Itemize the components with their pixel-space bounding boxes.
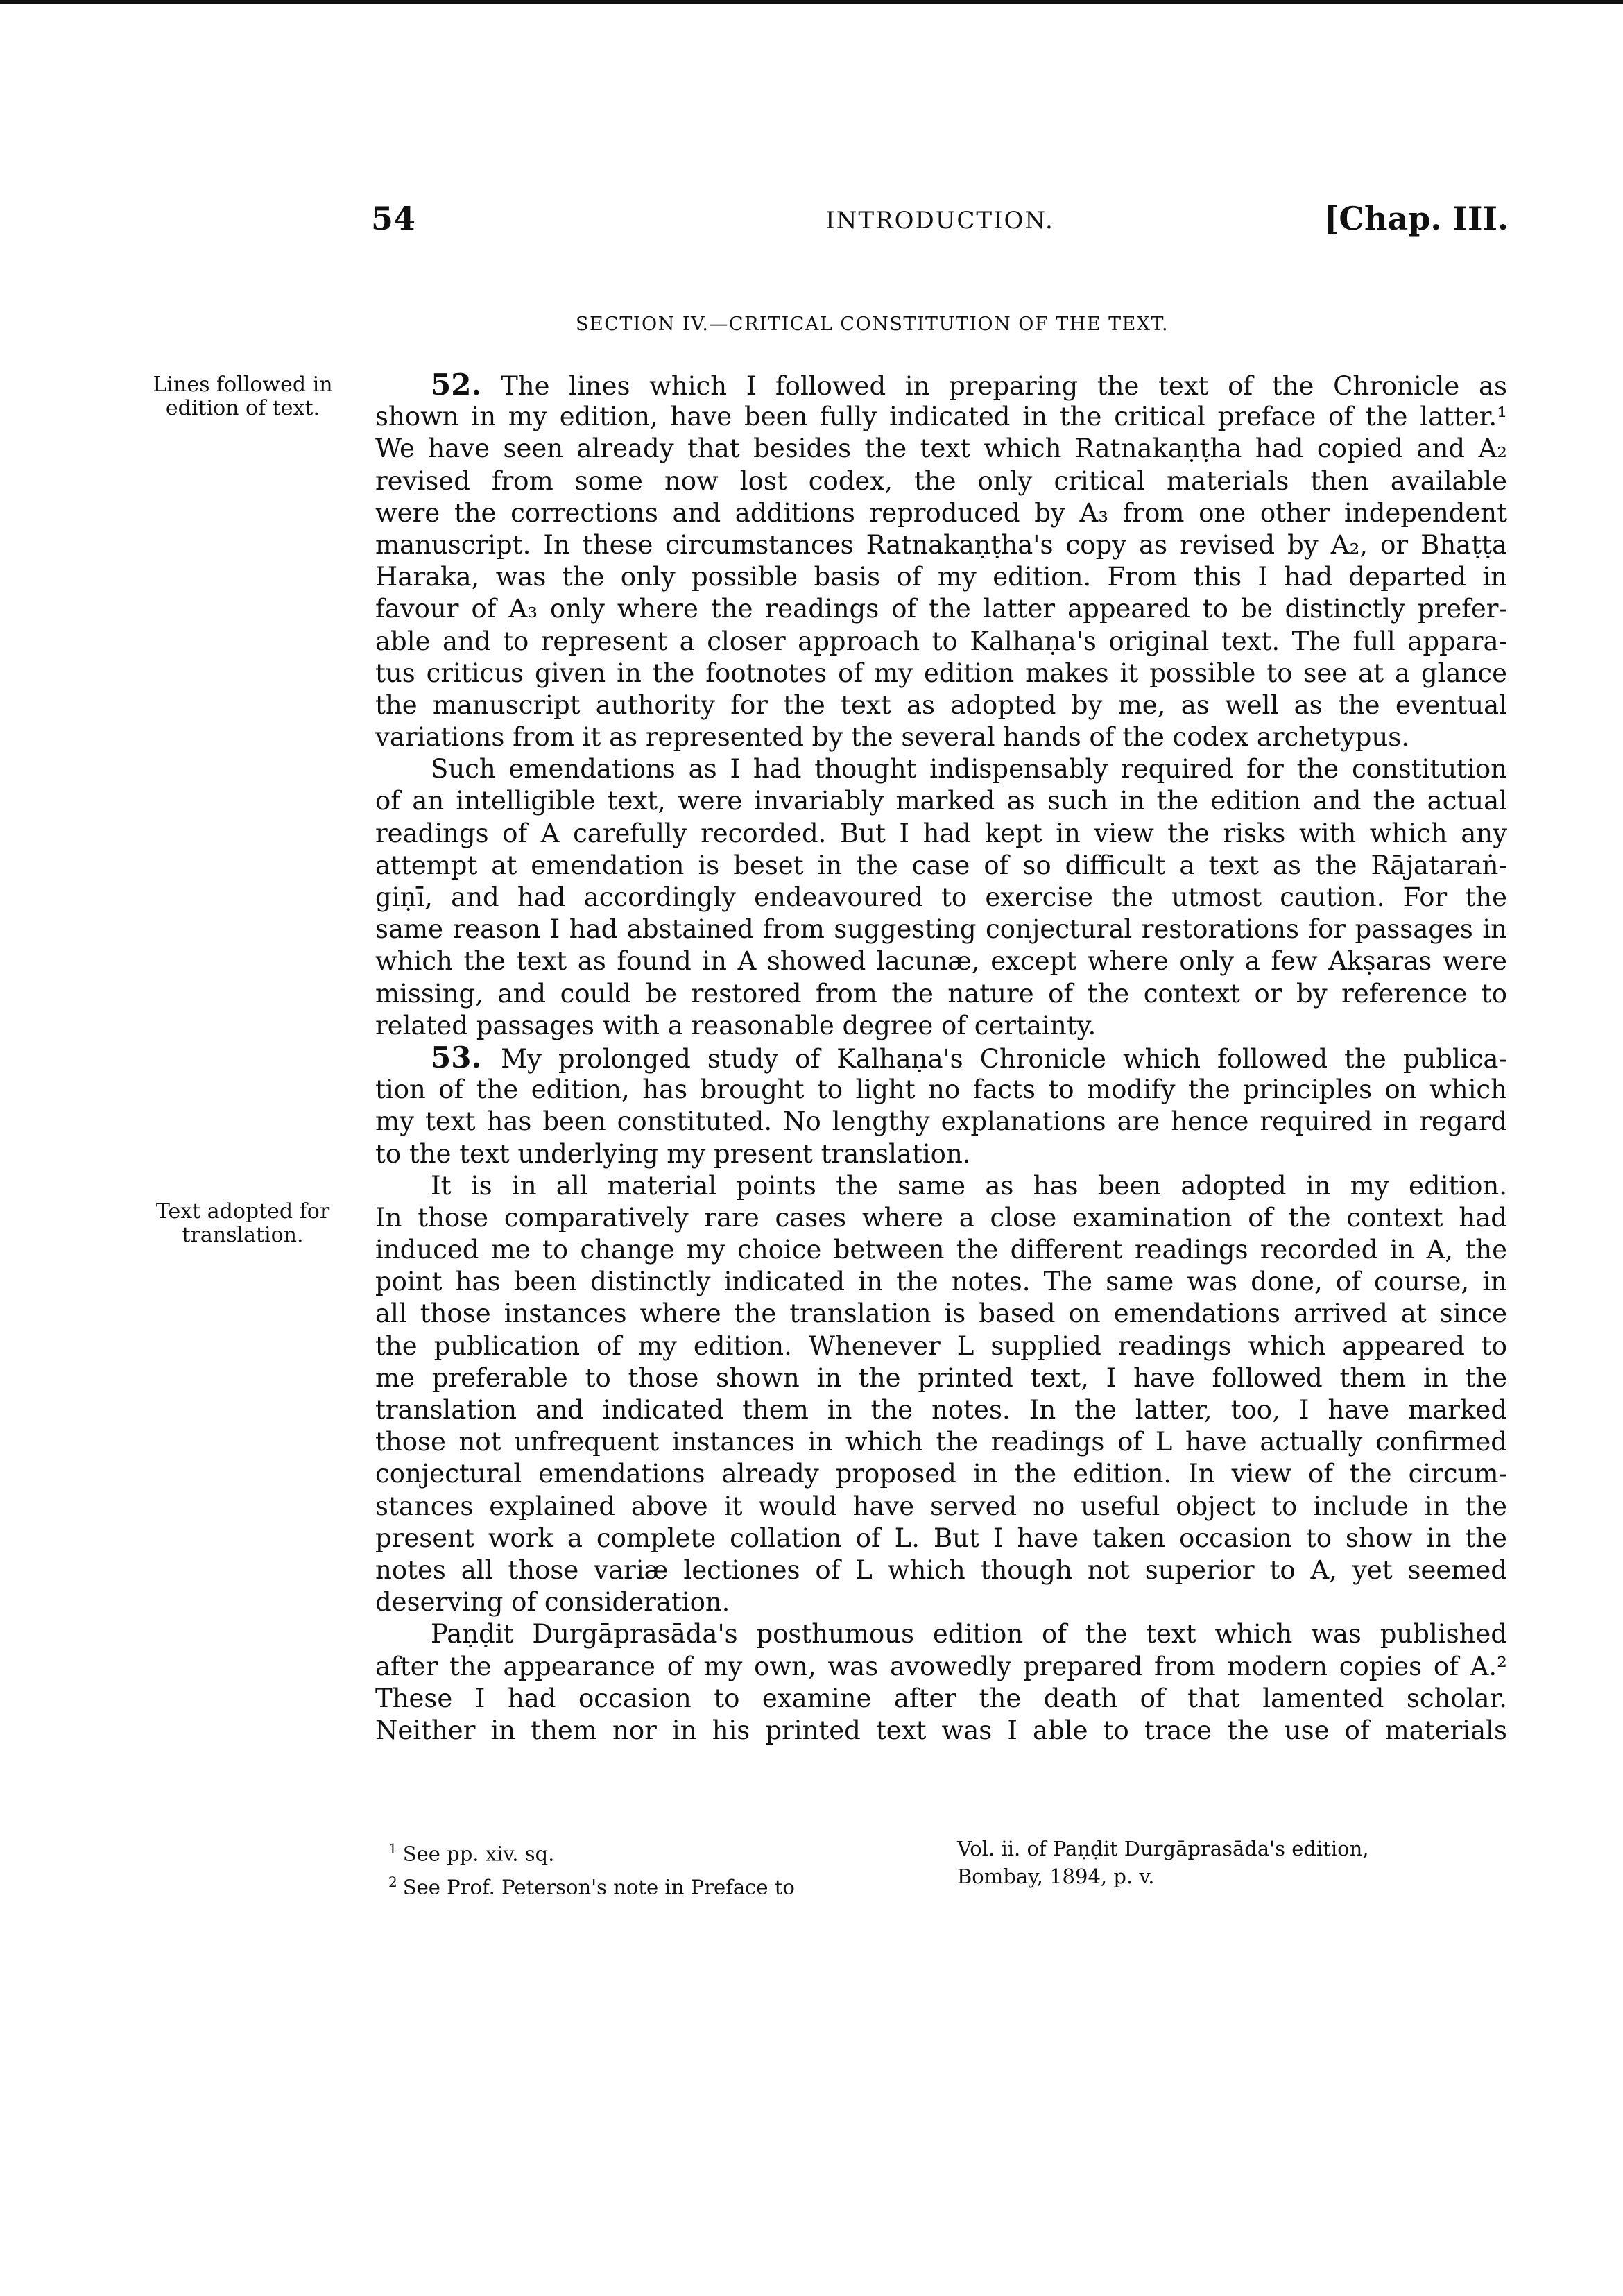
body-line: tion of the edition, has brought to light no facts to modify the principles on which: [375, 1074, 1507, 1105]
body-line: to the text underlying my present translation.: [375, 1138, 971, 1169]
footnote-2-continued: Vol. ii. of Paṇḍit Durgāprasāda's edition,: [957, 1837, 1369, 1860]
body-line: attempt at emendation is beset in the case of so difficult a text as the Rājataraṅ-: [375, 850, 1507, 880]
page-number: 54: [371, 200, 416, 237]
body-line: the manuscript authority for the text as adopted by me, as well as the eventual: [375, 689, 1507, 720]
body-line: same reason I had abstained from suggesting conjectural restorations for passages in: [375, 914, 1507, 945]
body-line: of an intelligible text, were invariably marked as such in the edition and the actual: [375, 786, 1507, 816]
body-line: giṇī, and had accordingly endeavoured to exercise the utmost caution. For the: [375, 882, 1507, 912]
body-line: translation and indicated them in the notes. In the latter, too, I have marked: [375, 1395, 1507, 1425]
body-line: all those instances where the translation is based on emendations arrived at since: [375, 1299, 1507, 1329]
footnote-1: $^1$ See pp. xiv. sq.: [388, 1840, 555, 1866]
body-line: It is in all material points the same as has been adopted in my edition.: [431, 1170, 1507, 1201]
body-line: Such emendations as I had thought indispensably required for the constitution: [431, 754, 1507, 785]
body-line: notes all those variæ lectiones of L which though not superior to A, yet seemed: [375, 1554, 1507, 1585]
body-line: point has been distinctly indicated in the notes. The same was done, of course, in: [375, 1267, 1507, 1297]
paragraph-number: 53.: [431, 1041, 482, 1074]
footnote-2: $^2$ See Prof. Peterson's note in Preface to: [388, 1873, 795, 1899]
body-line: tus criticus given in the footnotes of my edition makes it possible to see at a glance: [375, 658, 1507, 688]
body-line: manuscript. In these circumstances Ratnakaṇṭha's copy as revised by A₂, or Bhaṭṭa: [375, 529, 1507, 560]
body-line: conjectural emendations already proposed in the edition. In view of the circum-: [375, 1459, 1507, 1489]
body-line: Paṇḍit Durgāprasāda's posthumous edition of the text which was published: [431, 1619, 1507, 1650]
body-line: shown in my edition, have been fully indicated in the critical preface of the latter.¹: [375, 402, 1507, 432]
body-line: deserving of consideration.: [375, 1587, 730, 1618]
footnote-2-continued: Bombay, 1894, p. v.: [957, 1865, 1155, 1888]
body-line: me preferable to those shown in the printed text, I have followed them in the: [375, 1362, 1507, 1393]
paragraph-52: [375, 369, 1507, 1747]
chapter-label: [Chap. III.: [1323, 200, 1509, 237]
top-border-rule: [0, 0, 1623, 4]
body-line: In those comparatively rare cases where a close examination of the context had: [375, 1202, 1507, 1233]
body-line: revised from some now lost codex, the only critical materials then available: [375, 465, 1507, 496]
body-line: the publication of my edition. Whenever L supplied readings which appeared to: [375, 1330, 1507, 1361]
body-line: variations from it as represented by the several hands of the codex archetypus.: [375, 722, 1410, 753]
side-note-text-adopted: Text adopted for translation.: [155, 1199, 330, 1247]
body-line: present work a complete collation of L. But I have taken occasion to show in the: [375, 1523, 1507, 1553]
body-line: induced me to change my choice between the different readings recorded in A, the: [375, 1235, 1507, 1265]
body-line: my text has been constituted. No lengthy explanations are hence required in regard: [375, 1106, 1507, 1137]
body-line: Haraka, was the only possible basis of my edition. From this I had departed in: [375, 562, 1507, 592]
body-line: 52. The lines which I followed in preparing the text of the Chronicle as: [431, 369, 1507, 402]
body-line: which the text as found in A showed lacunæ, except where only a few Akṣaras were: [375, 946, 1507, 977]
body-line: Neither in them nor in his printed text was I able to trace the use of materials: [375, 1715, 1507, 1745]
body-line: after the appearance of my own, was avowedly prepared from modern copies of A.²: [375, 1651, 1507, 1681]
paragraph-number: 52.: [431, 369, 482, 402]
section-heading: SECTION IV.—CRITICAL CONSTITUTION OF THE TEXT.: [576, 314, 1169, 335]
body-line: 53. My prolonged study of Kalhaṇa's Chronicle which followed the publica-: [431, 1041, 1507, 1074]
body-line: readings of A carefully recorded. But I had kept in view the risks with which any: [375, 818, 1507, 848]
side-note-lines-followed: Lines followed in edition of text.: [153, 372, 333, 420]
body-line: missing, and could be restored from the nature of the context or by reference to: [375, 978, 1507, 1009]
body-line: We have seen already that besides the text which Ratnakaṇṭha had copied and A₂: [375, 434, 1507, 464]
body-line: those not unfrequent instances in which the readings of L have actually confirmed: [375, 1427, 1507, 1457]
running-title: INTRODUCTION.: [825, 207, 1054, 234]
body-line: favour of A₃ only where the readings of the latter appeared to be distinctly prefer-: [375, 594, 1507, 624]
footnote-marker: 1: [388, 1840, 397, 1857]
body-line: stances explained above it would have served no useful object to include in the: [375, 1491, 1507, 1521]
footnotes-right-column: [957, 1835, 1512, 1890]
body-line: related passages with a reasonable degree of certainty.: [375, 1010, 1097, 1040]
body-line: able and to represent a closer approach to Kalhaṇa's original text. The full appara-: [375, 626, 1507, 656]
body-line: were the corrections and additions reproduced by A₃ from one other independent: [375, 497, 1507, 528]
page-header: [371, 200, 1509, 241]
footnote-marker: 2: [388, 1873, 397, 1890]
body-line: These I had occasion to examine after the death of that lamented scholar.: [375, 1683, 1507, 1713]
footnotes-left-column: [388, 1835, 936, 1901]
